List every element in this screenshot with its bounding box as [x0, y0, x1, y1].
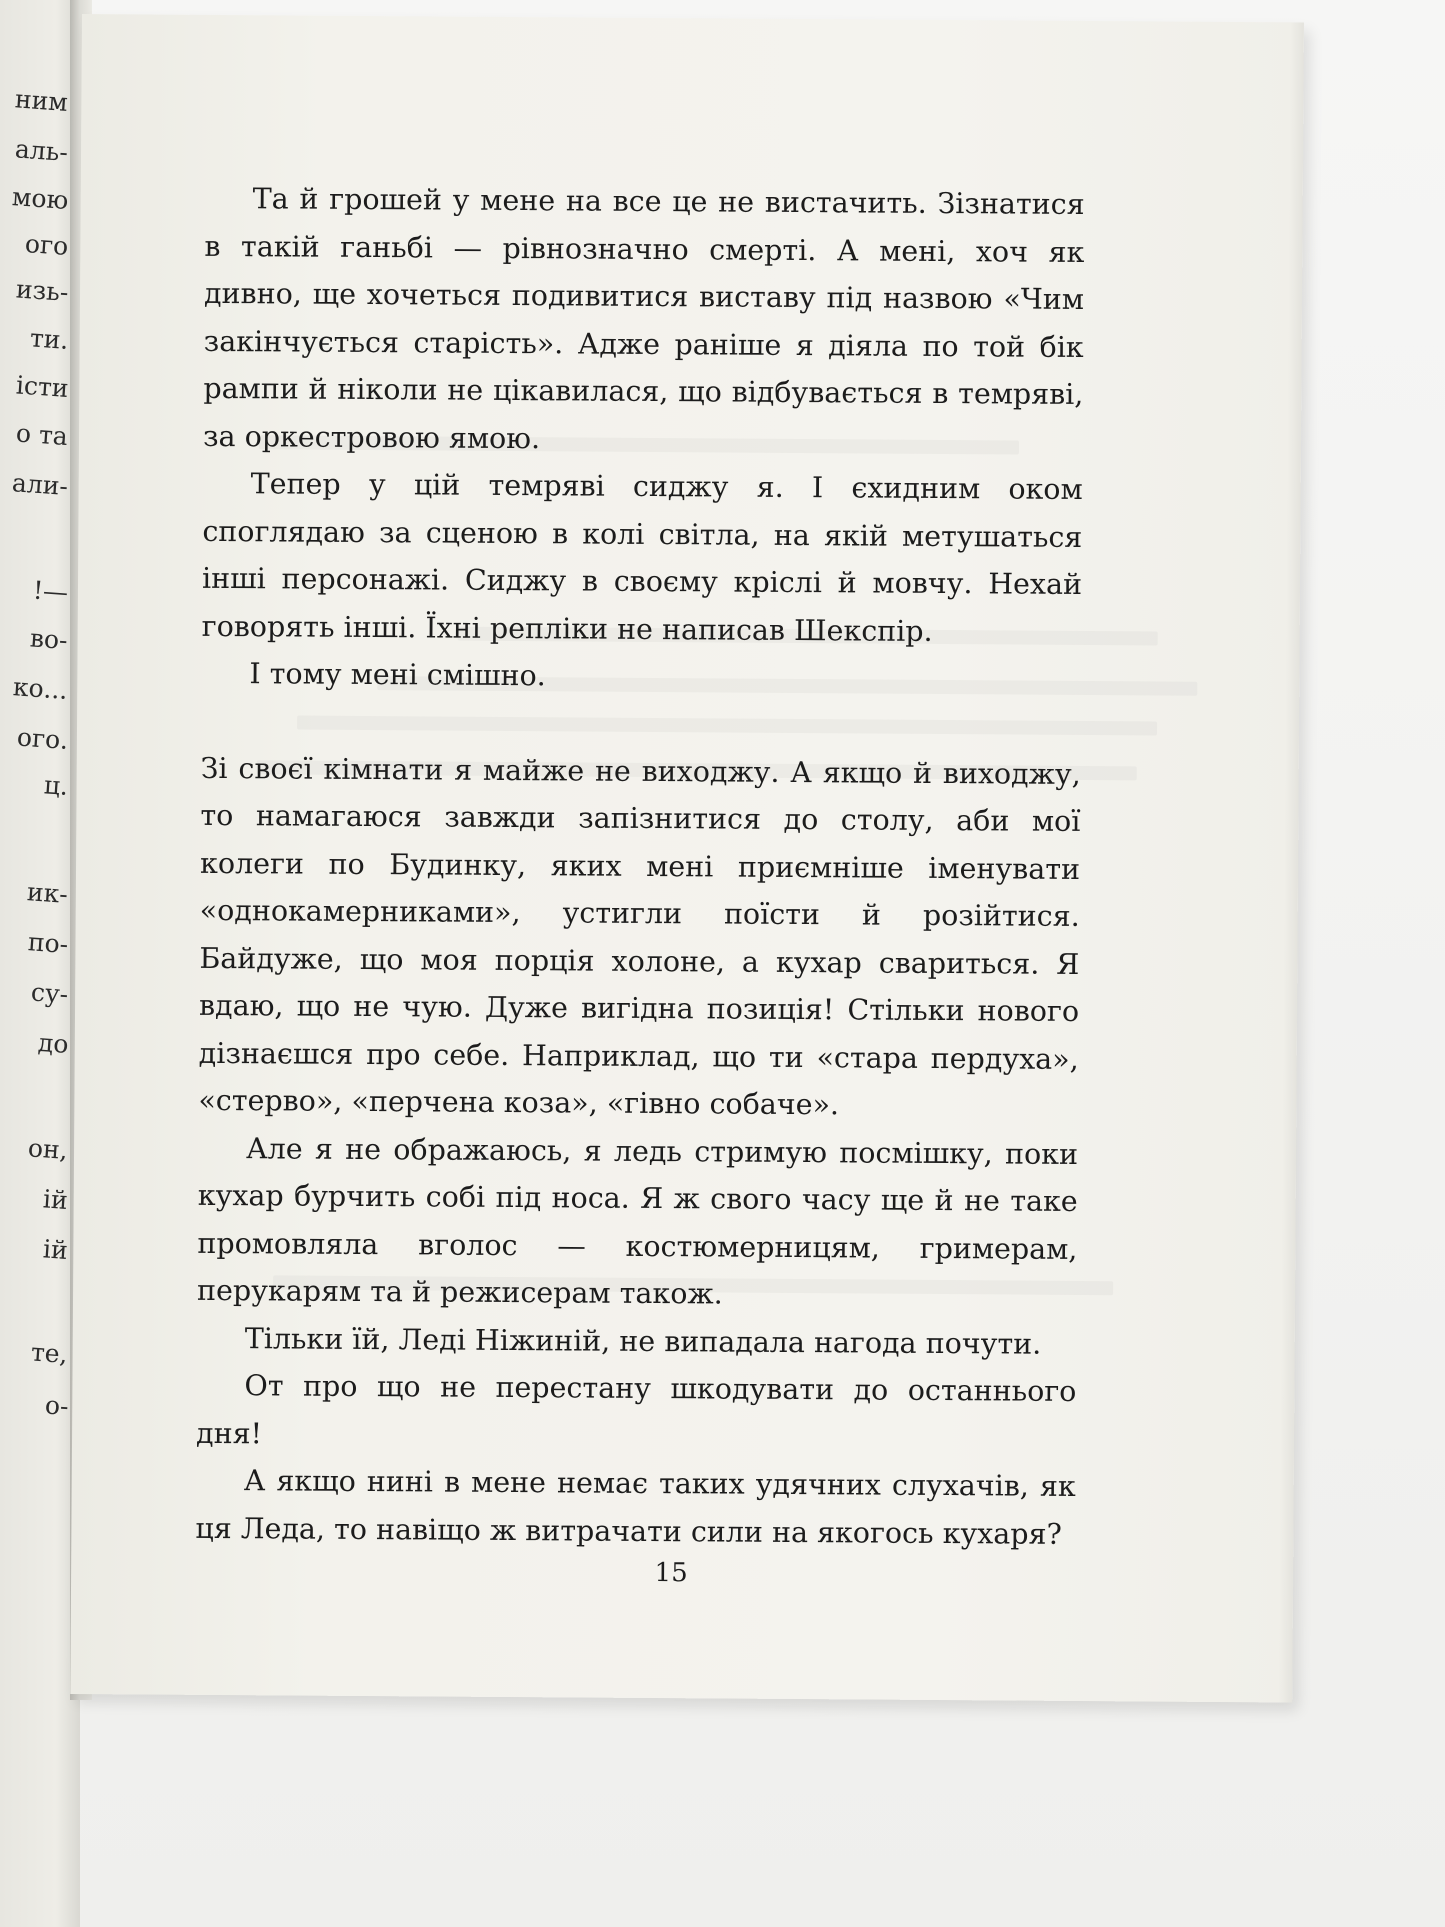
book-page — [70, 14, 1304, 1702]
left-page-fragment: мою — [10, 182, 70, 215]
left-page-fragment: те, — [30, 1337, 70, 1369]
left-page-fragment: он, — [27, 1133, 70, 1165]
left-page-fragment: су- — [29, 977, 70, 1009]
left-page-fragment: ій — [42, 1234, 70, 1265]
left-page-fragment: ц. — [43, 770, 70, 801]
left-page-fragment: ій — [42, 1184, 70, 1215]
paragraph: От про що не перестану шкодувати до останнього дня! — [195, 1369, 1077, 1450]
left-page-fragment: изь- — [14, 274, 70, 307]
left-page-fragment: до — [36, 1027, 70, 1059]
left-page-fragment: во- — [29, 623, 70, 655]
paragraph: Та й грошей у мене на все це не вистачить. Зізнатися в такій ганьбі — рівнозначно смерті. А мені, хоч як дивно, ще хочеться подивитися виставу під назвою «Чим закінчується старість». Адже раніше я діяла по той бік рампи й ніколи не цікавилася, що відбувається в темряві, за оркестровою ямою. — [202, 182, 1085, 455]
body-text — [195, 175, 1085, 1558]
paragraph: Зі своєї кімнати я майже не виходжу. А якщо й виходжу, то намагаюся завжди запізнитися до столу, аби мої колеги по Будинку, яких мені приємніше іменувати «однокамерниками», устигли поїсти й розійтися. Байдуже, що моя порція холоне, а кухар свариться. Я вдаю, що не чую. Дуже вигідна позиція! Стільки нового дізнаєшся про себе. Наприклад, що ти «стара пердуха», «стерво», «перчена коза», «гівно собаче». — [198, 751, 1081, 1122]
paragraph: А якщо нині в мене немає таких удячних слухачів, як ця Леда, то навіщо ж витрачати сили на якогось кухаря? — [195, 1464, 1076, 1551]
left-page-fragment: аль- — [14, 134, 70, 167]
paragraph: Але я не ображаюсь, я ледь стримую посмішку, поки кухар бурчить собі під носа. Я ж свого часу ще й не таке промовляла вголос — костюмерницям, гримерам, перукарям та й режисерам також. — [196, 1131, 1079, 1311]
left-page-fragment: о та — [15, 418, 70, 451]
left-facing-page — [0, 0, 80, 1927]
left-page-fragment: ого. — [15, 722, 70, 755]
left-page-fragment: о- — [43, 1390, 70, 1421]
section-break — [201, 697, 1081, 750]
left-page-fragment: по- — [26, 927, 70, 959]
left-page-fragment: істи — [14, 370, 70, 403]
paragraph: Тепер у цій темряві сиджу я. І єхидним оком споглядаю за сценою в колі світла, на якій метушаться інші персонажі. Сиджу в своєму кріслі й мовчу. Нехай говорять інші. Їхні репліки не написав Шекспір. — [201, 467, 1083, 648]
left-page-fragment: али- — [11, 468, 70, 501]
page-number: 15 — [654, 1558, 688, 1589]
paragraph: І тому мені смішно. — [249, 657, 546, 693]
left-page-fragment: ти. — [28, 323, 70, 355]
left-page-fragment: ик- — [26, 877, 70, 909]
left-page-fragment: ним — [14, 84, 70, 117]
left-page-fragment: ко... — [12, 672, 70, 705]
left-page-fragment: !— — [32, 575, 70, 607]
left-page-fragment: ого — [23, 229, 70, 261]
paragraph: Тільки їй, Леді Ніжиній, не випадала нагода почути. — [244, 1321, 1042, 1361]
